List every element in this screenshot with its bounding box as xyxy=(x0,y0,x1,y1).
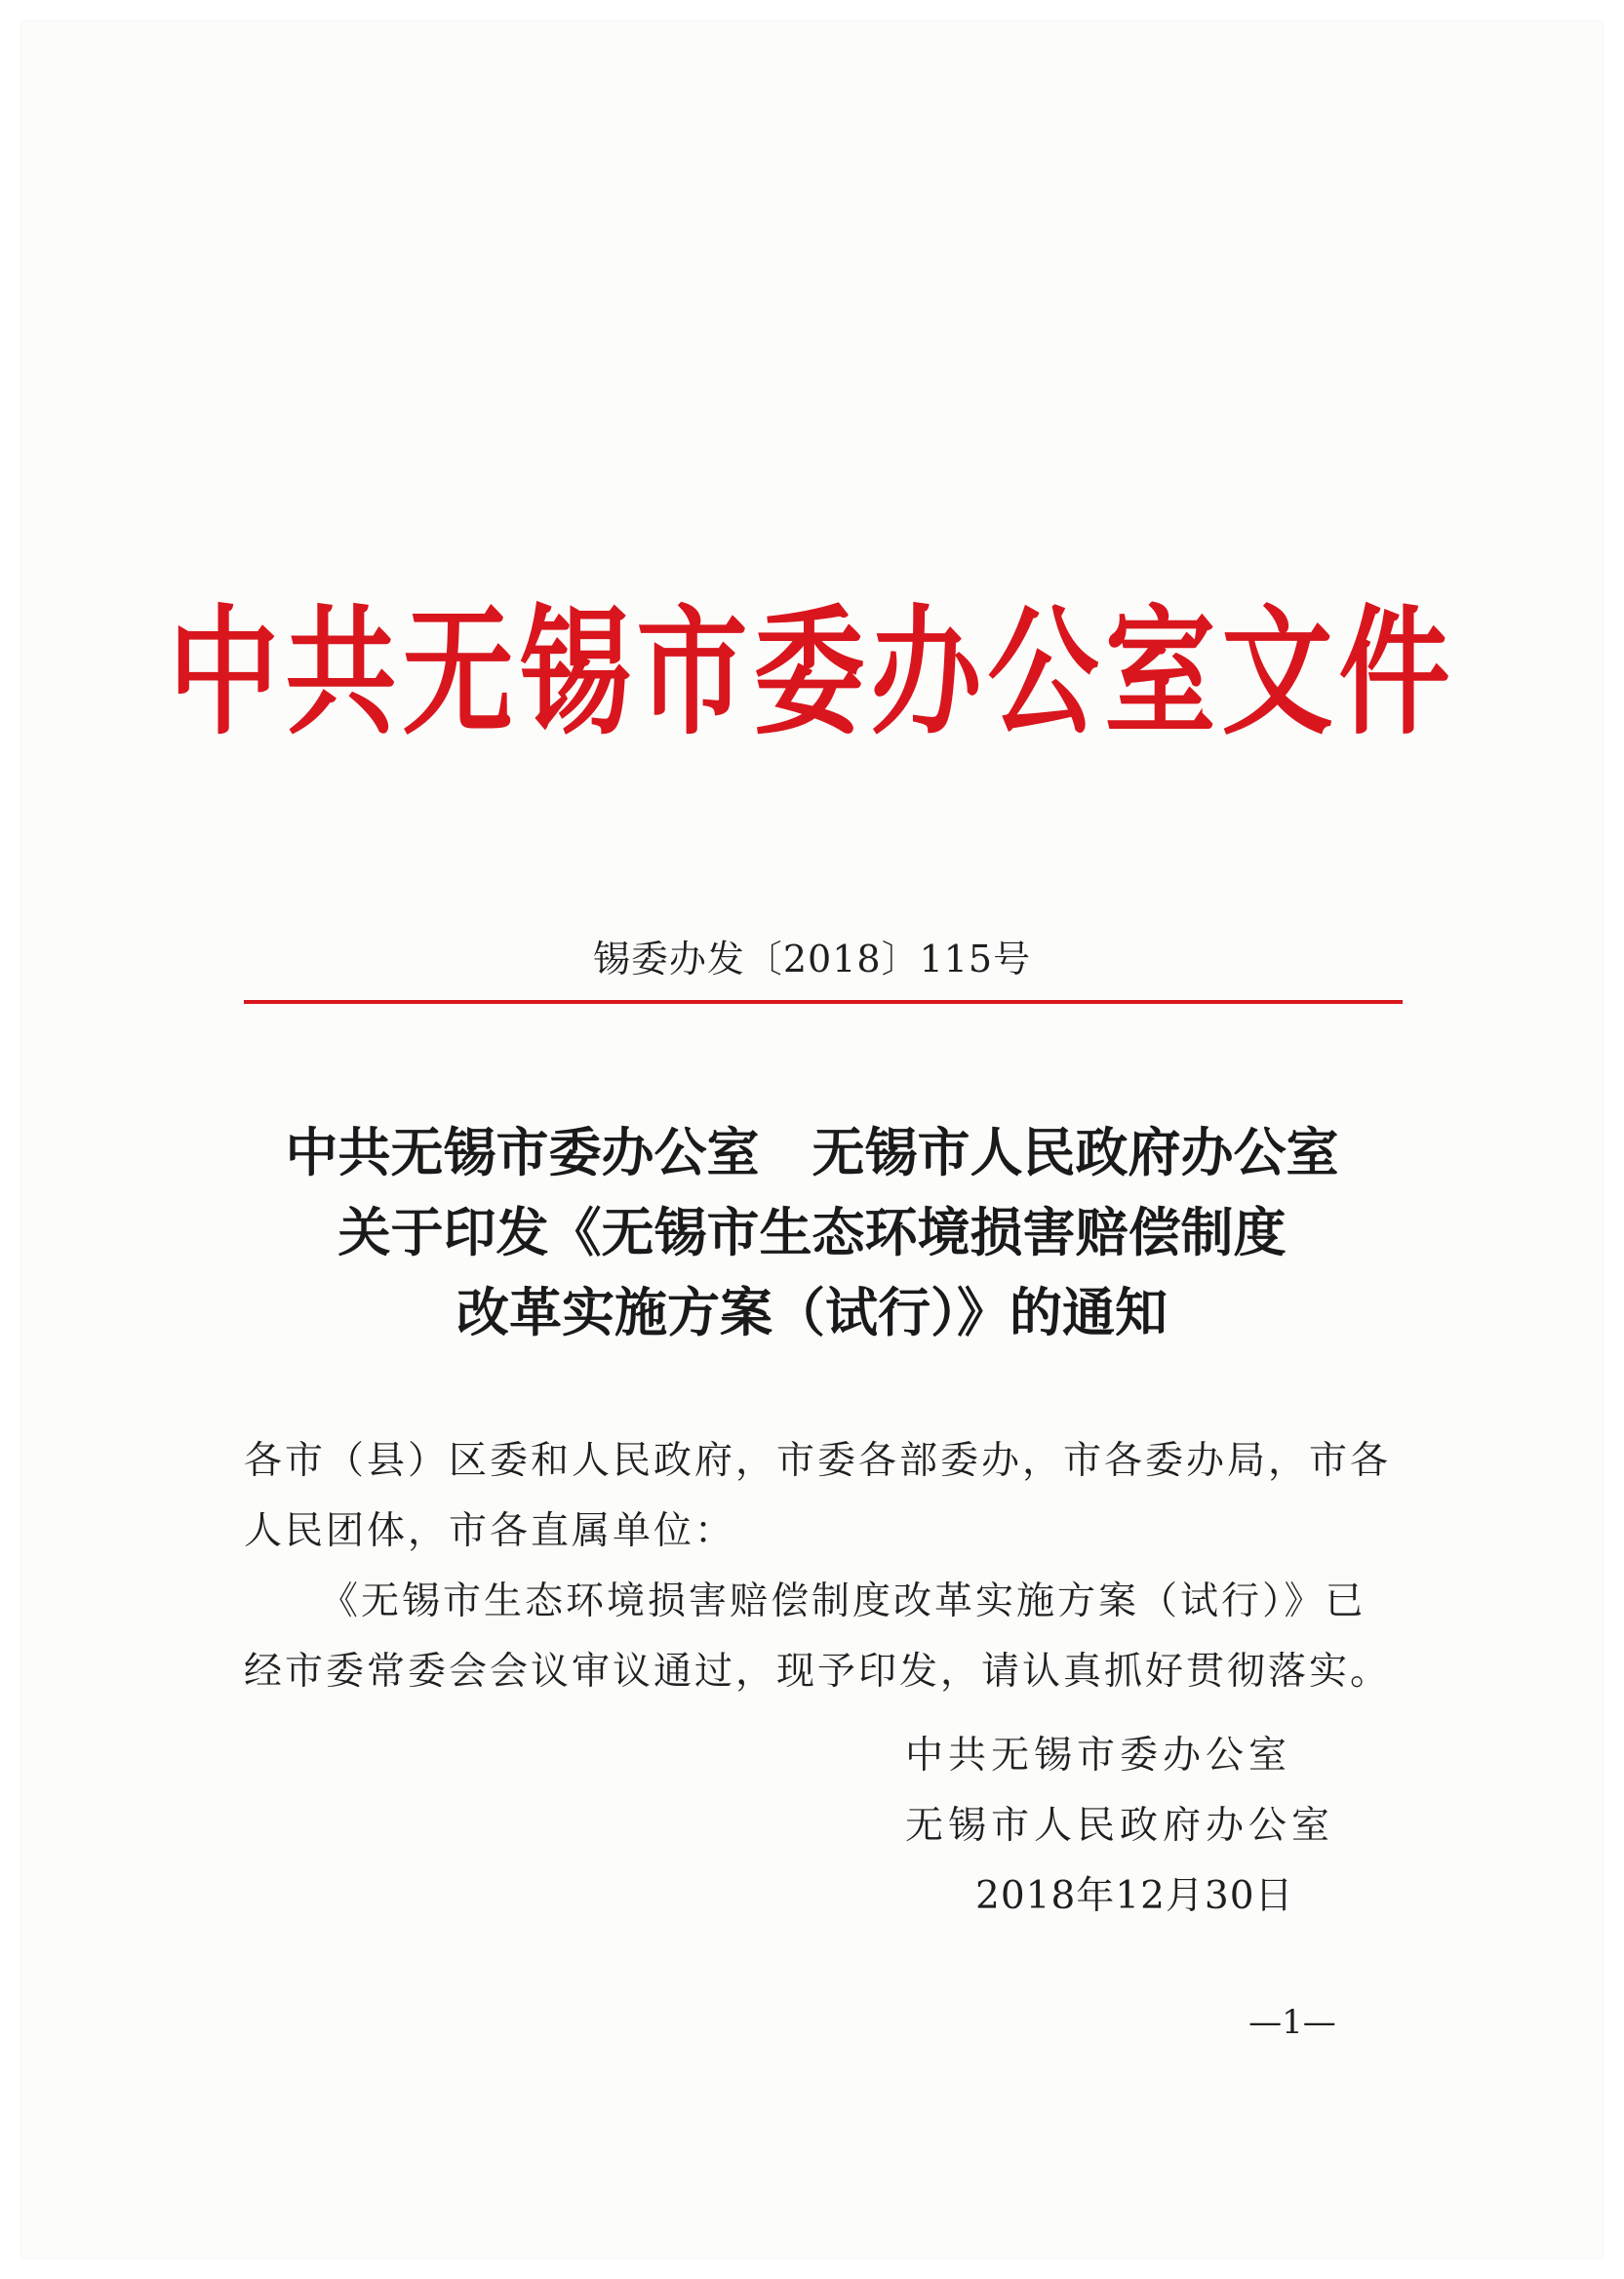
signature-issuer-1: 中共无锡市委办公室 xyxy=(905,1734,1292,1778)
main-paragraph: 《无锡市生态环境损害赔偿制度改革实施方案（试行）》已经市委常委会会议审议通过，现予印发，请认真抓好贯彻落实。 xyxy=(244,1579,1392,1694)
document-number: 锡委办发〔2018〕115号 xyxy=(592,938,1032,980)
red-separator-line xyxy=(244,1000,1403,1004)
addressee-paragraph: 各市（县）区委和人民政府，市委各部委办，市各委办局，市各人民团体，市各直属单位： xyxy=(244,1439,1392,1553)
notice-body xyxy=(244,1426,1405,1707)
notice-title-line-3: 改革实施方案（试行）》的通知 xyxy=(456,1281,1168,1343)
notice-title xyxy=(0,1112,1624,1352)
notice-title-line-2: 关于印发《无锡市生态环境损害赔偿制度 xyxy=(337,1201,1287,1263)
signature-issuer-2: 无锡市人民政府办公室 xyxy=(905,1804,1335,1848)
signature-date: 2018年12月30日 xyxy=(975,1874,1294,1918)
document-header-title: 中共无锡市委办公室文件 xyxy=(168,591,1456,754)
page-number: —1— xyxy=(1248,2003,1336,2042)
notice-title-line-1: 中共无锡市委办公室 无锡市人民政府办公室 xyxy=(285,1121,1339,1183)
